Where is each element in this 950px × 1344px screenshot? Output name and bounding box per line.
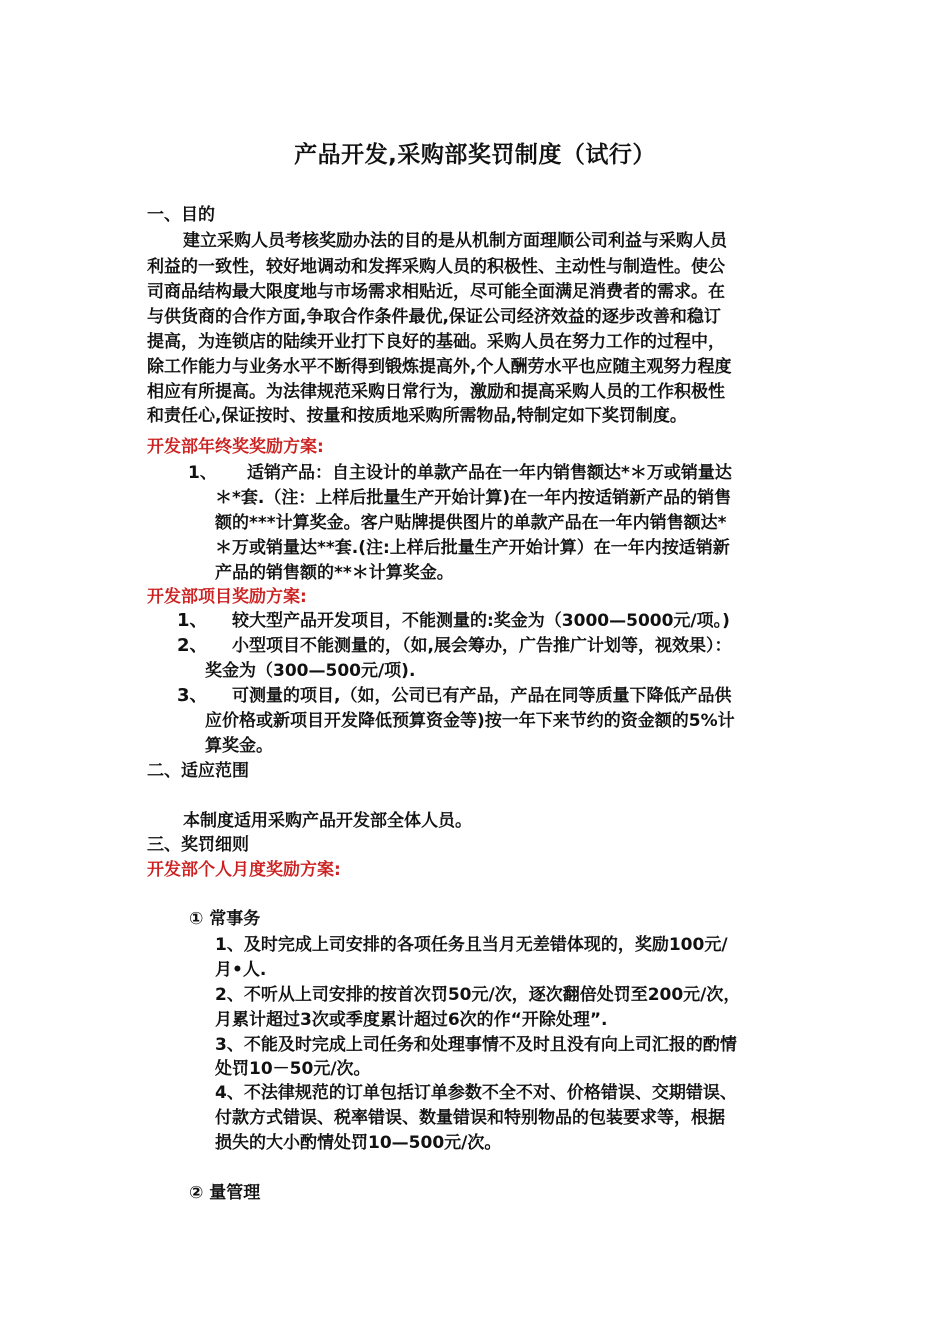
- paragraph-line: 司商品结构最大限度地与市场需求相贴近，尽可能全面满足消费者的需求。在: [147, 282, 725, 302]
- group-title-routine: ① 常事务: [189, 909, 261, 929]
- list-item-line: ＊*套.（注：上样后批量生产开始计算)在一年内按适销新产品的销售: [215, 488, 732, 508]
- rule-line: 2、不听从上司安排的按首次罚50元/次，逐次翻倍处罚至200元/次，: [215, 985, 741, 1005]
- project-heading: 开发部项目奖励方案:: [147, 587, 307, 607]
- document-title: 产品开发,采购部奖罚制度（试行）: [294, 142, 656, 168]
- rule-line: 3、不能及时完成上司任务和处理事情不及时且没有向上司汇报的酌情: [215, 1035, 737, 1055]
- paragraph-line: 建立采购人员考核奖励办法的目的是从机制方面理顺公司利益与采购人员: [183, 231, 727, 251]
- paragraph-line: 相应有所提高。为法律规范采购日常行为，激励和提高采购人员的工作积极性: [147, 382, 725, 402]
- paragraph-line: 与供货商的合作方面,争取合作条件最优,保证公司经济效益的逐步改善和稳订: [147, 307, 721, 327]
- year-end-heading: 开发部年终奖奖励方案:: [147, 437, 324, 457]
- monthly-heading: 开发部个人月度奖励方案:: [147, 860, 341, 880]
- rule-line: 月累计超过3次或季度累计超过6次的作“开除处理”.: [215, 1010, 608, 1030]
- list-item-line: 小型项目不能测量的，（如,展会筹办，广告推广计划等，视效果）：: [232, 636, 732, 656]
- list-item-line: 较大型产品开发项目，不能测量的:奖金为（3000—5000元/项。): [232, 611, 730, 631]
- paragraph-line: 提高，为连锁店的陆续开业打下良好的基础。采购人员在努力工作的过程中，: [147, 332, 725, 352]
- paragraph-line: 和责任心,保证按时、按量和按质地采购所需物品,特制定如下奖罚制度。: [147, 406, 687, 426]
- paragraph-line: 利益的一致性，较好地调动和发挥采购人员的积极性、主动性与制造性。使公: [147, 257, 725, 277]
- list-number: 1、: [188, 463, 217, 483]
- scope-text: 本制度适用采购产品开发部全体人员。: [183, 811, 472, 831]
- group-title-quality: ② 量管理: [189, 1183, 261, 1203]
- list-item-line: 额的***计算奖金。客户贴牌提供图片的单款产品在一年内销售额达*: [215, 513, 727, 533]
- list-item-line: 应价格或新项目开发降低预算资金等)按一年下来节约的资金额的5%计: [205, 711, 735, 731]
- rule-line: 1、及时完成上司安排的各项任务且当月无差错体现的，奖励100元/: [215, 935, 728, 955]
- rule-line: 处罚10－50元/次。: [215, 1059, 371, 1079]
- list-item-line: 产品的销售额的**＊计算奖金。: [215, 563, 454, 583]
- list-item-line: 算奖金。: [205, 736, 273, 756]
- paragraph-line: 除工作能力与业务水平不断得到锻炼提高外,个人酬劳水平也应随主观努力程度: [147, 357, 732, 377]
- list-item-line: 奖金为（300—500元/项).: [205, 661, 416, 681]
- list-item-line: 可测量的项目,（如，公司已有产品，产品在同等质量下降低产品供: [232, 686, 732, 706]
- list-item-line: ＊万或销量达**套.(注:上样后批量生产开始计算）在一年内按适销新: [215, 538, 730, 558]
- list-number: 1、: [177, 610, 208, 631]
- list-number: 3、: [177, 685, 208, 706]
- section-heading-rules: 三、奖罚细则: [147, 835, 249, 855]
- section-heading-purpose: 一、目的: [147, 205, 215, 225]
- section-heading-scope: 二、适应范围: [147, 761, 249, 781]
- rule-line: 损失的大小酌情处罚10—500元/次。: [215, 1133, 502, 1153]
- list-number: 2、: [177, 635, 208, 656]
- list-item-line: 适销产品：自主设计的单款产品在一年内销售额达*＊万或销量达: [247, 463, 732, 483]
- rule-line: 4、不法律规范的订单包括订单参数不全不对、价格错误、交期错误、: [215, 1083, 737, 1103]
- rule-line: 月•人.: [215, 960, 267, 980]
- rule-line: 付款方式错误、税率错误、数量错误和特别物品的包装要求等，根据: [215, 1108, 725, 1128]
